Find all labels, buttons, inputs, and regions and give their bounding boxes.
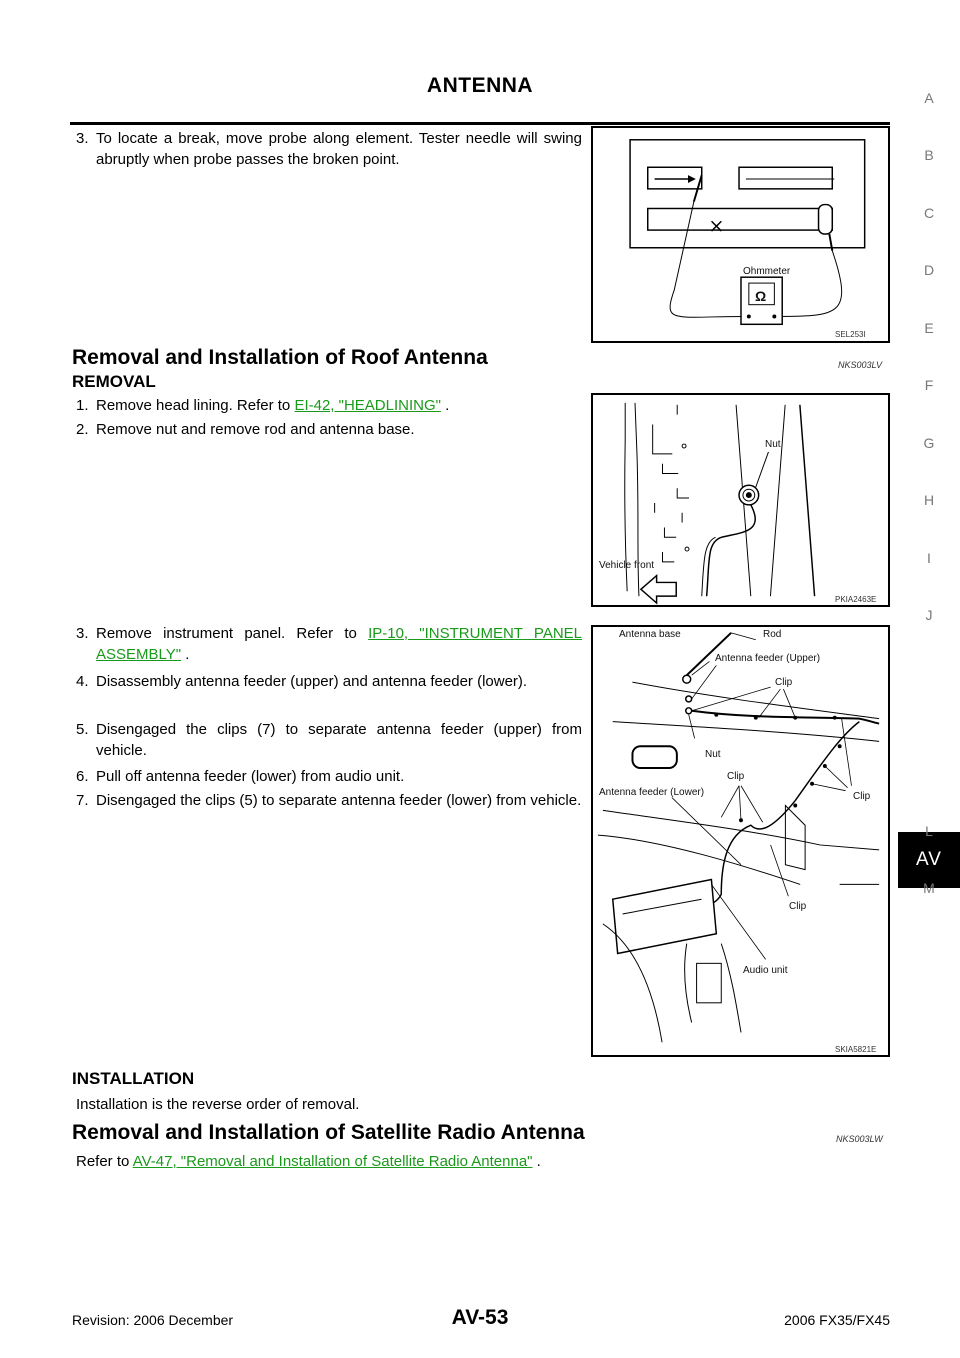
footer-model: 2006 FX35/FX45 bbox=[784, 1312, 890, 1328]
link-av-47-satellite-antenna[interactable]: AV-47, "Removal and Installation of Satellite Radio Antenna" bbox=[132, 1153, 533, 1170]
step-number: 7. bbox=[76, 792, 89, 809]
header-rule bbox=[70, 122, 890, 125]
index-letter-av: AV bbox=[916, 849, 942, 870]
section-title-roof-antenna: Removal and Installation of Roof Antenna bbox=[72, 346, 488, 369]
index-letter-b[interactable]: B bbox=[924, 147, 934, 163]
section-code: NKS003LW bbox=[836, 1134, 883, 1144]
installation-heading: INSTALLATION bbox=[72, 1069, 195, 1088]
step-text: To locate a break, move probe along element. Tester needle will swing abruptly when probe passes the broken point. bbox=[96, 130, 582, 168]
step-text: Disengaged the clips (5) to separate antenna feeder (lower) from vehicle. bbox=[96, 792, 582, 809]
step-locate-break bbox=[76, 128, 582, 172]
label-feeder-lower: Antenna feeder (Lower) bbox=[599, 787, 705, 798]
label-audio-unit: Audio unit bbox=[743, 965, 788, 976]
step-text: Pull off antenna feeder (lower) from audio unit. bbox=[96, 768, 405, 785]
figure-code: SKIA5821E bbox=[835, 1045, 877, 1054]
feeder-routing-diagram bbox=[593, 627, 888, 1055]
removal-step-2 bbox=[76, 419, 582, 441]
step-text: Disassembly antenna feeder (upper) and antenna feeder (lower). bbox=[96, 673, 528, 690]
index-letter-e[interactable]: E bbox=[924, 320, 934, 336]
index-letter-j[interactable]: J bbox=[925, 607, 933, 623]
removal-step-6 bbox=[76, 766, 582, 788]
label-clip-upper: Clip bbox=[775, 677, 793, 688]
index-letter-a[interactable]: A bbox=[924, 90, 934, 106]
label-antenna-base: Antenna base bbox=[619, 629, 681, 640]
removal-step-1 bbox=[76, 395, 582, 417]
label-clip-middle: Clip bbox=[727, 771, 745, 782]
step-number: 1. bbox=[76, 397, 89, 414]
figure-code: SEL253I bbox=[835, 330, 866, 339]
index-letter-d[interactable]: D bbox=[923, 262, 935, 278]
ohmmeter-diagram bbox=[593, 128, 888, 341]
label-rod: Rod bbox=[763, 629, 782, 640]
link-ei-42-headlining[interactable]: EI-42, "HEADLINING" bbox=[294, 397, 441, 414]
step-number: 3. bbox=[76, 625, 89, 642]
step-number: 5. bbox=[76, 721, 89, 738]
reference-text: Refer to bbox=[76, 1153, 133, 1170]
step-text-end: . bbox=[440, 397, 450, 414]
step-text: Disengaged the clips (7) to separate antenna feeder (upper) from vehicle. bbox=[96, 721, 582, 759]
page-title: ANTENNA bbox=[426, 74, 534, 97]
installation-text: Installation is the reverse order of removal. bbox=[76, 1096, 360, 1113]
index-letter-h[interactable]: H bbox=[923, 492, 935, 508]
step-number: 4. bbox=[76, 673, 89, 690]
label-nut: Nut bbox=[765, 439, 781, 450]
reference-text-end: . bbox=[532, 1153, 541, 1170]
label-nut: Nut bbox=[705, 749, 721, 760]
step-text-end: . bbox=[181, 646, 190, 663]
step-text: Remove head lining. Refer to bbox=[96, 397, 295, 414]
figure-code: PKIA2463E bbox=[835, 595, 877, 604]
step-number: 3. bbox=[76, 130, 89, 147]
index-letter-c[interactable]: C bbox=[923, 205, 935, 221]
link-part-2: PANEL ASSEMBLY" bbox=[96, 625, 582, 663]
removal-step-4 bbox=[76, 671, 582, 715]
step-number: 6. bbox=[76, 768, 89, 785]
ohm-symbol-icon: Ω bbox=[755, 288, 767, 304]
figure-roof-antenna-nut bbox=[591, 393, 890, 607]
step-text: Remove instrument panel. Refer to bbox=[96, 625, 369, 642]
label-clip-right: Clip bbox=[853, 791, 871, 802]
section-code: NKS003LV bbox=[838, 360, 883, 370]
roof-nut-diagram bbox=[593, 395, 888, 605]
link-part-1: IP-10, "INSTRUMENT bbox=[368, 625, 523, 642]
figure-ohmmeter-test bbox=[591, 126, 890, 343]
removal-heading: REMOVAL bbox=[72, 372, 156, 391]
label-clip-lower: Clip bbox=[789, 901, 807, 912]
removal-step-5 bbox=[76, 719, 582, 763]
index-letter-g[interactable]: G bbox=[923, 435, 935, 451]
label-vehicle-front: Vehicle front bbox=[599, 560, 655, 571]
index-letter-f[interactable]: F bbox=[924, 377, 934, 393]
index-letter-m[interactable]: M bbox=[923, 880, 935, 896]
satellite-reference bbox=[76, 1151, 676, 1173]
section-title-satellite-antenna: Removal and Installation of Satellite Radio Antenna bbox=[72, 1121, 585, 1144]
removal-step-3 bbox=[76, 623, 582, 667]
page-number: AV-53 bbox=[451, 1306, 509, 1329]
figure-antenna-feeder-routing bbox=[591, 625, 890, 1057]
label-ohmmeter: Ohmmeter bbox=[743, 266, 791, 277]
index-letter-l[interactable]: L bbox=[925, 823, 933, 839]
label-feeder-upper: Antenna feeder (Upper) bbox=[715, 653, 821, 664]
footer-revision: Revision: 2006 December bbox=[72, 1312, 234, 1328]
step-number: 2. bbox=[76, 421, 89, 438]
removal-step-7 bbox=[76, 790, 582, 834]
step-text: Remove nut and remove rod and antenna base. bbox=[96, 421, 415, 438]
index-letter-i[interactable]: I bbox=[927, 550, 931, 566]
